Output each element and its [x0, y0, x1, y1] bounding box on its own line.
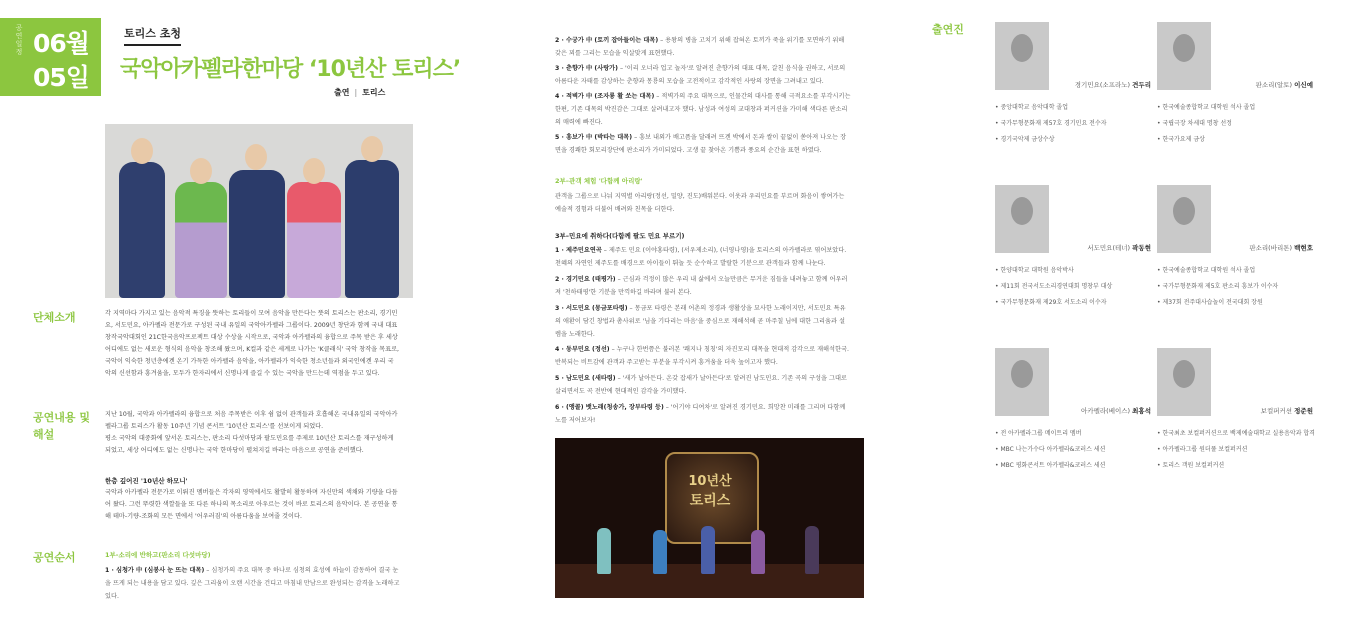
meta-label: 출연: [334, 88, 350, 97]
order-item-label: 3 · 서도민요 (몽금포타령): [555, 305, 628, 312]
cast-credits: [995, 426, 1105, 474]
text-line: 관객을 그룹으로 나눠 지역별 아리랑(정선, 밀양, 진도)배워본다. 이웃과 우리민요를 부르며 화음이 쌓여가는: [555, 193, 845, 200]
text-line: 어디에도 없는 새로운 형식의 음악을 창조해 왔으며, K컬과 같은 세계로 나가는 'K클래식' 국악 창작을 목표로,: [105, 346, 400, 353]
text-line: 반복되는 비트감에 관객과 주고받는 부분을 부각시켜 흥겨움을 더욱 높이고자 했다.: [555, 359, 778, 366]
performer-figure: [175, 182, 227, 298]
text-line: 지난 10월, 국악과 아카펠라의 융합으로 처음 주목받은 이후 쉼 없이 관객들과 호흡해온 국내유일의 국악아카: [105, 411, 398, 418]
performer-figure: [287, 182, 341, 298]
text-line: 한편, 기존 대목의 박진감은 그대로 살려내고자 했다. 남성과 여성의 교대창과 퍼커션을 가미해 색다른 판소리: [555, 106, 848, 113]
part2-heading: 2부–관객 체험 '다함께 아리랑': [555, 177, 643, 185]
text-line: 예술적 경험과 더불어 배려와 친목을 더한다.: [555, 206, 675, 213]
performer-figure: [345, 160, 399, 298]
text-line: – 누구나 한번쯤은 불러본 '쾌지나 칭칭'의 자진모리 대목을 현대적 감각으로 재해석한국.: [611, 346, 849, 353]
cast-credits: [1157, 100, 1255, 148]
order-item: [555, 302, 870, 341]
stage-performer: [805, 526, 819, 574]
order-item: [555, 90, 870, 129]
order-item: [555, 273, 870, 299]
text-line: 의 애환이 담긴 창법과 촘사위로 '님을 기다리는 마음'을 중심으로 재해석해 곧 마주칠 님에 대한 그리움과 설: [555, 318, 845, 325]
order-item: [555, 62, 870, 88]
text-line: – 근심과 걱정이 많은 우리 내 삶에서 오늘만큼은 무거운 짐들을 내려놓고 함께 어우러: [617, 276, 848, 283]
cast-credit: • 한국최초 보컬퍼커션으로 백제예술대학교 실용음악과 합격: [1157, 426, 1315, 442]
order-item-label: 4 · 적벽가 中 (조자룡 활 쏘는 대목): [555, 93, 655, 100]
text-line: 어 왔다. 그런 뚜렷한 색깔들을 또 다른 하나의 목소리로 아우르는 것이 바로 토리스의 음악이다. 본 공연을 통: [105, 501, 398, 508]
text-line: 악의 신선함과 흥겨움을, 모두가 한자리에서 신명나게 즐길 수 있는 국악을 만드는데 역점을 두고 있다.: [105, 370, 380, 377]
date-vertical-label: 공연일정: [15, 24, 23, 56]
text-line: 있다.: [105, 593, 119, 600]
cast-name: 백현호: [1294, 244, 1313, 252]
cast-member: [1157, 185, 1317, 335]
text-line: 해 테마-기량-조화의 모든 면에서 '어우러짐'의 아름다움을 보여줄 것이다.: [105, 513, 302, 520]
cast-role: 서도민요(테너): [1087, 244, 1131, 252]
performer-head: [190, 158, 212, 184]
performer-head: [361, 136, 383, 162]
order-item-label: 4 · 동부민요 (정선): [555, 346, 610, 353]
text-line: – 용왕의 병을 고치기 위해 잡혀온 토끼가 죽을 위기를 모면하기 위해: [660, 37, 845, 44]
order-item-label: 2 · 경기민요 (태평가): [555, 276, 616, 283]
content-text: [105, 409, 415, 457]
text-line: 평소 국악의 대중화에 앞서온 토리스는, 판소리 다섯마당과 팔도민요를 주제로 10년산 토리스를 재구성하게: [105, 435, 394, 442]
cast-role: 아카펠라(베이스): [1081, 407, 1131, 415]
cast-photo: [995, 185, 1049, 253]
text-line: 노를 저어보자!: [555, 417, 596, 424]
cast-credit: • 한국예술종합학교 대학원 석사 졸업: [1157, 100, 1255, 116]
cast-name-row: [1087, 243, 1151, 252]
cast-credit: • 아카펠라그룹 원더풀 보컬퍼커션: [1157, 442, 1315, 458]
text-line: 요, 서도민요, 아카펠라 전문가로 구성된 국내 유일의 국악아카펠라 그룹이다. 2009년 창단과 함께 국내 대표: [105, 322, 398, 329]
text-line: 국악과 아카펠라 전문가로 이뤄진 멤버들은 각자의 영역에서도 활발히 활동하며 자신만의 색채와 기량을 다듬: [105, 489, 398, 496]
stage-performer: [653, 530, 667, 574]
text-line: 각 지역마다 가지고 있는 음악적 특징을 뜻하는 토리들이 모여 음악을 만든다는 뜻의 토리스는 판소리, 경기민: [105, 310, 398, 317]
cast-credit: • MBC 평화콘서트 아카펠라&코러스 세션: [995, 458, 1105, 474]
cast-credit: • 국가무형문화재 제5호 판소리 흥보가 이수자: [1157, 279, 1278, 295]
cast-name: 견두리: [1132, 81, 1151, 89]
text-line: 아름다운 자태를 감상하는 춘향과 몽룡의 모습을 고전적이고 감각적인 사랑의 장면을 그려내고 있다.: [555, 78, 824, 85]
order-item: [555, 372, 870, 398]
order-item-label: 6 · (앵콜) 뱃노래(청송가, 장부타령 등): [555, 404, 664, 411]
cast-heading: 출연진: [932, 23, 964, 36]
cast-name-row: [1256, 80, 1313, 89]
stage-sign-line2: 토리스: [689, 493, 731, 509]
performer-head: [245, 144, 267, 170]
cast-credit: • MBC 나는가수다 아카펠라&코러스 세션: [995, 442, 1105, 458]
cast-credit: • 한국가요제 금상: [1157, 132, 1255, 148]
cast-photo: [1157, 348, 1211, 416]
cast-credit: • 전 아카펠라그룹 메이트리 멤버: [995, 426, 1105, 442]
order-item-label: 5 · 흥보가 中 (박타는 대목): [555, 134, 633, 141]
text-line: – 제주도 민요 (이야홍타령), (서우제소리), (너영나영)을 토리스의 아카펠라로 엮어보았다.: [603, 247, 847, 254]
cast-member: [995, 22, 1155, 172]
stage-performer: [751, 530, 765, 574]
performer-figure: [229, 170, 285, 298]
order-item-label: 1 · 심청가 中 (심봉사 눈 뜨는 대목): [105, 567, 205, 574]
text-line: – '어기야 디여차'로 알려진 경기민요. 희망찬 미래를 그리며 다함께: [665, 404, 846, 411]
order-item-label: 1 · 제주민요연곡: [555, 247, 602, 254]
cast-name: 이신예: [1294, 81, 1313, 89]
order-heading: 공연순서: [33, 551, 76, 564]
part1-heading: 1부-소리에 반하고(판소리 다섯마당): [105, 551, 211, 559]
cast-credit: • 제11회 전국서도소리경연대회 명창부 대상: [995, 279, 1112, 295]
order-item-label: 3 · 춘향가 中 (사랑가): [555, 65, 618, 72]
group-photo: [105, 124, 413, 298]
cast-photo: [995, 22, 1049, 90]
order-item: [555, 343, 870, 369]
stage-performer: [701, 526, 715, 574]
performer-head: [131, 138, 153, 164]
cast-credit: • 토리스 객원 보컬퍼커션: [1157, 458, 1315, 474]
content-subheading: 한층 깊어진 '10년산 하모니': [105, 477, 188, 485]
cast-role: 판소리(알토): [1255, 81, 1293, 89]
stage-photo: [555, 438, 864, 598]
text-line: – '이리 오너라 업고 놀자'로 알려진 춘향가의 대표 대목, 갈친 음식을 권하고, 서로의: [619, 65, 846, 72]
date-block: [0, 18, 101, 96]
performer-figure: [119, 162, 165, 298]
content-subtext: [105, 487, 415, 523]
intro-text: [105, 308, 415, 380]
cast-credit: • 국가무형문화재 제29호 서도소리 이수자: [995, 295, 1112, 311]
page-title: 국악아카펠라한마당 ‘10년산 토리스’: [120, 57, 461, 82]
cast-member: [995, 185, 1155, 335]
order-item: [555, 401, 870, 427]
date-day: 05일: [33, 63, 89, 92]
cast-credits: [995, 263, 1112, 311]
text-line: 살리면서도 곡 전반에 현대적인 감각을 가미했다.: [555, 388, 687, 395]
order-item: [105, 564, 417, 603]
cast-credits: [1157, 263, 1278, 311]
cast-name: 정준원: [1294, 407, 1313, 415]
performer-meta: 출연 | 토리스: [334, 88, 386, 97]
cast-credits: [995, 100, 1107, 148]
cast-role: 보컬퍼커션: [1260, 407, 1293, 415]
order-item: [555, 34, 870, 60]
cast-photo: [995, 348, 1049, 416]
text-line: 펠라그룹 토리스가 활동 10주년 기념 콘서트 '10년산 토리스'를 선보이게 되었다.: [105, 423, 324, 430]
text-line: 되었고, 세상 어디에도 없는 신명나는 국악 한마당이 펼쳐지길 바라는 마음으로 공연을 준비했다.: [105, 447, 364, 454]
text-line: 져 '천하태평'한 기분을 만끽하길 바라며 불러 본다.: [555, 289, 692, 296]
cast-credits: [1157, 426, 1315, 474]
cast-name: 곽동현: [1132, 244, 1151, 252]
text-line: 면을 경쾌한 회모리장단에 판소리가 가미되었다. 고생 끝 찾아온 기쁨과 풍요의 순간을 표현 하였다.: [555, 147, 822, 154]
cast-credit: • 한양대학교 대학원 음악박사: [995, 263, 1112, 279]
cast-member: [995, 348, 1155, 498]
text-line: 의 매력에 빠진다.: [555, 119, 603, 126]
cast-credit: • 국립극장 차세대 명창 선정: [1157, 116, 1255, 132]
part3-heading: 3부–민요에 취하다(다함께 팔도 민요 부르기): [555, 232, 685, 240]
stage-performer: [597, 528, 611, 574]
cast-credit: • 제37회 전주대사습놀이 전국대회 장원: [1157, 295, 1278, 311]
order-item: [555, 131, 870, 157]
text-line: 창작국악대회인 21C한국음악프로젝트 대상 수상을 시작으로, 국악과 아카펠라의 융합으로 주목 받은 후 세상: [105, 334, 398, 341]
cast-name-row: [1075, 80, 1151, 89]
text-line: 갖은 꾀를 그리는 모습을 익살맞게 표현했다.: [555, 50, 675, 57]
order-item-label: 5 · 남도민요 (새타령): [555, 375, 616, 382]
cast-name: 최홍석: [1132, 407, 1151, 415]
part2-text: [555, 190, 870, 216]
text-line: 국악이 익숙한 청년층에겐 온기 가득한 아카펠라 음악을, 아카펠라가 익숙한 청소년들과 외국인에겐 우리 국: [105, 358, 394, 365]
cast-photo: [1157, 22, 1211, 90]
cast-credit: • 한국예술종합학교 대학원 석사 졸업: [1157, 263, 1278, 279]
order-item-label: 2 · 수궁가 中 (토끼 잡아들이는 대목): [555, 37, 659, 44]
cast-name-row: [1261, 406, 1313, 415]
text-line: – 적벽가의 주요 대목으로, 인물간의 대사를 통해 극적요소를 부각시키는: [656, 93, 851, 100]
cast-credit: • 국가무형문화재 제57호 경기민요 전수자: [995, 116, 1107, 132]
order-item: [555, 244, 870, 270]
text-line: – 몽금포 타령은 본래 어촌의 정경과 생활상을 묘사한 노래이지만, 서도민요 특유: [629, 305, 846, 312]
text-line: 천혜의 자연인 제주도를 배경으로 아이들이 뛰놀 듯 순수하고 발랄한 기분으로 관객들과 함께 나눈다.: [555, 260, 826, 267]
intro-heading: 단체소개: [33, 311, 76, 324]
cast-role: 경기민요(소프라노): [1074, 81, 1131, 89]
meta-value: 토리스: [362, 88, 386, 97]
cast-role: 판소리(바리톤): [1249, 244, 1293, 252]
content-heading: 공연내용 및 해설: [33, 411, 90, 441]
date-month: 06월: [33, 29, 89, 58]
cast-member: [1157, 348, 1317, 498]
cast-credit: • 경기국악제 금상수상: [995, 132, 1107, 148]
text-line: – 심청가의 주요 대목 중 하나로 심청의 효성에 하늘이 감동하여 결국 눈: [206, 567, 399, 574]
performer-head: [303, 158, 325, 184]
cast-name-row: [1249, 243, 1313, 252]
cast-name-row: [1081, 406, 1151, 415]
text-line: – 흥보 내외가 배고픔을 달래려 뜨겐 박에서 돈과 쌀이 끝없이 쏟아져 나오는 장: [634, 134, 847, 141]
text-line: – '새가 날아든다. 온갖 잡새가 날아든다'로 알려진 남도민요. 기존 곡의 구성을 그대로: [617, 375, 847, 382]
stage-sign-line1: 10년산: [688, 474, 732, 489]
text-line: 렘을 노래한다.: [555, 331, 595, 338]
cast-photo: [1157, 185, 1211, 253]
section-label: 토리스 초청: [124, 25, 181, 46]
cast-credit: • 중앙대학교 음악대학 졸업: [995, 100, 1107, 116]
text-line: 을 뜨게 되는 내용을 담고 있다. 깊은 그리움이 오랜 시간을 건디고 마침내 만남으로 완성되는 감격을 노래하고: [105, 580, 400, 587]
cast-member: [1157, 22, 1317, 172]
